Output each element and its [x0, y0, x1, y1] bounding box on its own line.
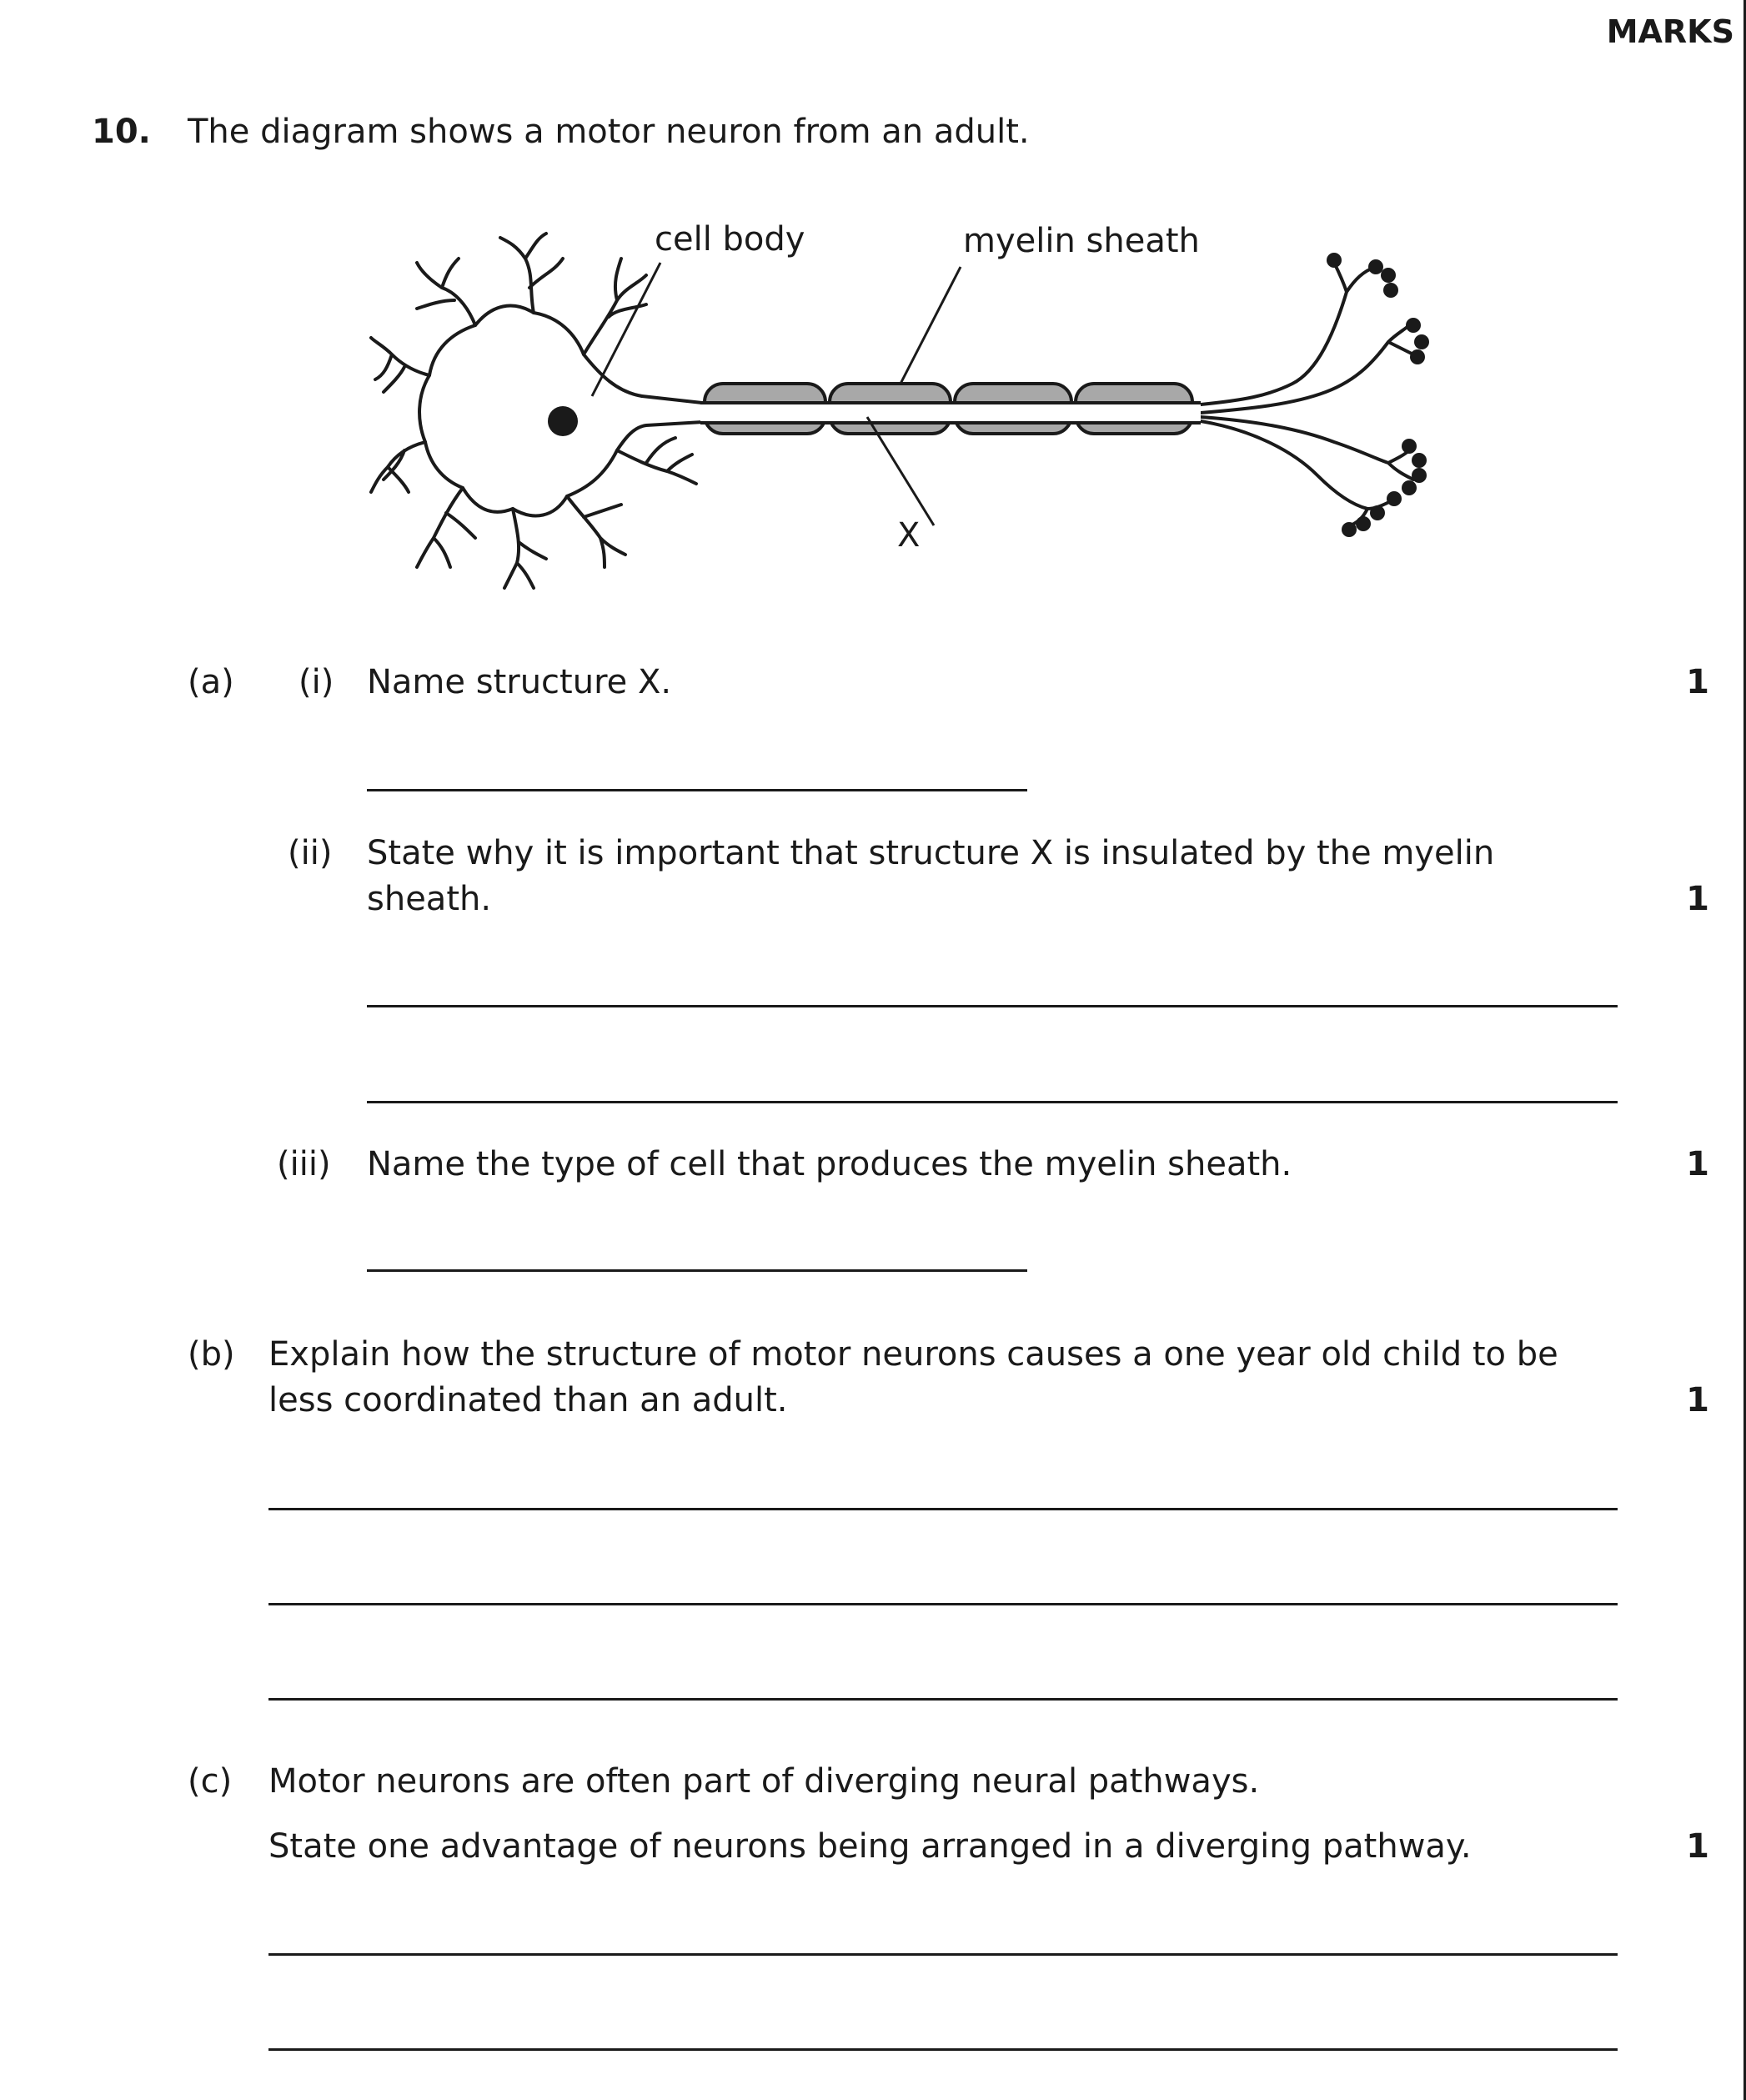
axon-terminal [1201, 421, 1392, 525]
answer-line[interactable] [367, 1005, 1618, 1007]
answer-line[interactable] [367, 1101, 1618, 1103]
part-a-i-marks: 1 [1686, 663, 1709, 701]
part-c-label: (c) [188, 1762, 233, 1801]
part-a-iii-number: (iii) [277, 1145, 331, 1183]
part-c-text-line2: State one advantage of neurons being arranged in a diverging pathway. [268, 1827, 1472, 1866]
dendrite [500, 234, 563, 313]
answer-line[interactable] [268, 1953, 1618, 1956]
label-myelin-sheath: myelin sheath [963, 222, 1200, 260]
answer-line[interactable] [268, 1603, 1618, 1605]
part-b-text-line1: Explain how the structure of motor neurons causes a one year old child to be [268, 1335, 1558, 1374]
question-intro: The diagram shows a motor neuron from an adult. [188, 113, 1030, 151]
dendrite [371, 442, 425, 492]
question-number: 10. [92, 113, 151, 151]
nucleus [548, 406, 578, 436]
answer-line[interactable] [268, 2048, 1618, 2051]
part-a-ii-text-line2: sheath. [367, 880, 492, 918]
part-a-i-text: Name structure X. [367, 663, 672, 701]
part-a-ii-marks: 1 [1686, 880, 1709, 918]
part-a-ii-number: (ii) [288, 834, 333, 872]
dendrite [417, 259, 475, 325]
answer-line[interactable] [268, 1508, 1618, 1510]
part-a-iii-marks: 1 [1686, 1145, 1709, 1183]
label-cell-body: cell body [655, 220, 805, 259]
dendrite [617, 438, 696, 484]
motor-neuron-diagram [367, 208, 1434, 600]
part-a-ii-text-line1: State why it is important that structure X is insulated by the myelin [367, 834, 1495, 872]
part-b-text-line2: less coordinated than an adult. [268, 1381, 788, 1419]
part-b-marks: 1 [1686, 1381, 1709, 1419]
part-c-marks: 1 [1686, 1827, 1709, 1866]
marks-header: MARKS [1606, 13, 1734, 50]
answer-line[interactable] [268, 1698, 1618, 1701]
dendrite [567, 496, 625, 567]
answer-line[interactable] [367, 1269, 1027, 1272]
dendrite [417, 488, 475, 567]
part-a-i-number: (i) [299, 663, 334, 701]
axon-terminal [1201, 263, 1376, 404]
part-c-text-line1: Motor neurons are often part of diverging neural pathways. [268, 1762, 1260, 1801]
label-x: X [897, 516, 921, 555]
part-b-label: (b) [188, 1335, 235, 1374]
part-a-iii-text: Name the type of cell that produces the myelin sheath. [367, 1145, 1292, 1183]
dendrite [371, 338, 429, 392]
answer-line[interactable] [367, 789, 1027, 791]
part-a-label: (a) [188, 663, 234, 701]
dendrite [504, 509, 546, 588]
axon-terminal [1201, 417, 1413, 480]
